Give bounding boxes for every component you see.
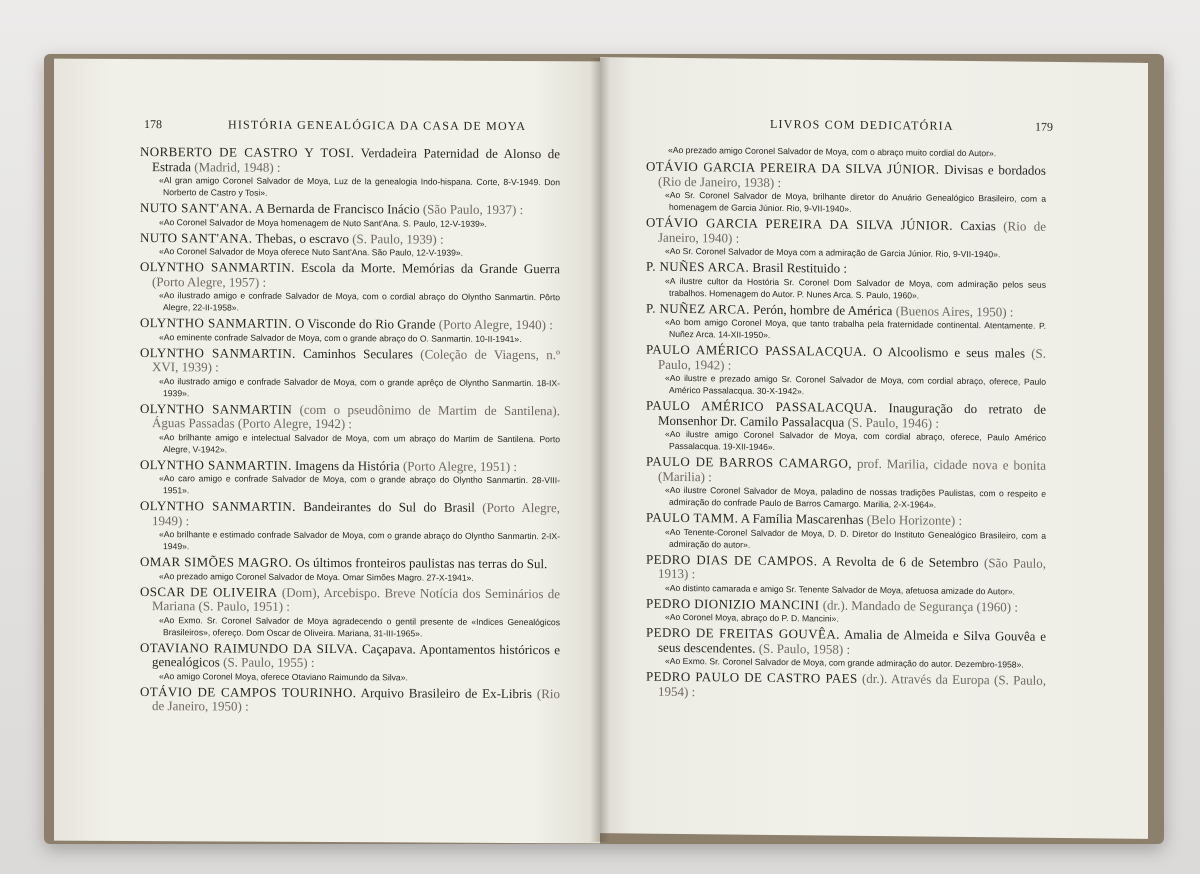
entry-publication: (Rio de Janeiro, 1950) : xyxy=(152,685,560,714)
entry-citation xyxy=(140,585,560,616)
entry-citation xyxy=(646,626,1046,659)
left-page-header xyxy=(144,117,564,134)
entry-publication: (Porto Alegre, 1957) : xyxy=(152,273,267,290)
entry-dedication: «Ao eminente confrade Salvador de Moya, com o grande abraço do O. Sanmartin. 10-II-1941». xyxy=(159,331,522,344)
entry-title: O Alcoolismo e seus males xyxy=(872,343,1026,361)
book-gutter xyxy=(590,58,610,842)
bibliography-entry xyxy=(646,301,1046,344)
entry-title: Caçapava. Apontamentos históricos e genealógicos xyxy=(152,640,561,670)
entry-title: Divisas e bordados xyxy=(944,161,1046,178)
entry-dedication: «Ao Exmo. Sr. Coronel Salvador de Moya agradecendo o gentil presente de «Indices Genealógicos Brasileiros», ofereço. Dom Oscar de Oliveira. Mariana, 31-III-1965». xyxy=(159,614,560,638)
entry-dedication: «Ao Exmo. Sr. Coronel Salvador de Moya, com grande admiração do autor. Dezembro-1958». xyxy=(665,655,1024,670)
entry-author: OTÁVIO GARCIA PEREIRA DA SILVA JÚNIOR. xyxy=(646,214,953,233)
entry-author: OTAVIANO RAIMUNDO DA SILVA. xyxy=(140,639,358,656)
entry-publication: (S. Paulo, 1942) : xyxy=(658,345,1047,373)
entry-citation xyxy=(140,201,560,218)
entry-dedication: «Ao Coronel Salvador de Moya homenagem de Nuto Sant'Ana. S. Paulo, 12-V-1939». xyxy=(159,216,487,229)
entry-author: OTÁVIO GARCIA PEREIRA DA SILVA JÚNIOR. xyxy=(646,158,940,177)
entry-citation xyxy=(140,499,560,530)
bibliography-entry xyxy=(140,260,560,315)
entry-publication: (Porto Alegre, 1949) : xyxy=(152,499,561,528)
entry-author: P. NUÑES ARCA. xyxy=(646,258,750,275)
entry-publication: (Coleção de Viagens, n.º XVI, 1939) : xyxy=(152,345,560,375)
entry-author: OLYNTHO SANMARTIN. xyxy=(140,456,292,473)
entry-author: NORBERTO DE CASTRO Y TOSI. xyxy=(140,144,355,161)
bibliography-entry xyxy=(140,555,560,584)
entry-title: Imagens da História xyxy=(294,457,400,473)
entry-author: PEDRO DIONIZIO MANCINI xyxy=(646,595,820,612)
entry-title: Perón, hombre de América xyxy=(753,301,893,318)
entry-title: Escola da Morte. Memórias da Grande Guerra xyxy=(301,259,560,277)
entry-citation xyxy=(140,260,560,291)
entry-dedication: «Ao prezado amigo Coronel Salvador de Moya. Omar Simões Magro. 27-X-1941». xyxy=(159,570,474,583)
entry-title: Brasil Restituido : xyxy=(752,259,848,276)
entry-author: PAULO AMÉRICO PASSALACQUA. xyxy=(646,397,878,416)
bibliography-entry xyxy=(646,670,1046,703)
bibliography-entry xyxy=(140,499,560,554)
entry-citation xyxy=(646,455,1046,488)
entry-dedication: «Ao distinto camarada e amigo Sr. Tenente Salvador de Moya, afetuosa amizade do Autor». xyxy=(665,582,1016,596)
entry-citation xyxy=(646,160,1046,193)
entry-dedication: «Ao caro amigo e confrade Salvador de Moya, com o grande abraço do Olyntho Sanmartin. 28-VIII-1951». xyxy=(159,473,560,496)
bibliography-entry xyxy=(140,402,560,457)
entry-dedication: «A ilustre cultor da Hostória Sr. Coronel Dom Salvador de Moya, com admiração pelos seus trabalhos. Homenagem do Autor. P. Nunes Arca. S. Paulo, 1960». xyxy=(665,275,1046,300)
entry-publication: prof. Marilia, cidade nova e bonita (Marilia) : xyxy=(658,455,1047,484)
entry-dedication: «Ao brilhante e estimado confrade Salvador de Moya, com o grande abraço do Olyntho Sanmartin. 2-IX-1949». xyxy=(159,529,560,552)
right-page xyxy=(600,57,1148,839)
entry-publication: (Porto Alegre, 1940) : xyxy=(438,316,553,333)
entry-dedication: «Ao ilustrado amigo e confrade Salvador de Moya, com o cordial abraço do Olyntho Sanmartin. Pôrto Alegre, 22-II-1958». xyxy=(159,290,560,313)
bibliography-entry xyxy=(140,145,560,200)
bibliography-entry xyxy=(646,160,1046,217)
right-entry-list xyxy=(646,144,1046,706)
entry-publication: (S. Paulo, 1958) : xyxy=(758,640,851,657)
bibliography-entry xyxy=(646,343,1046,400)
bibliography-entry xyxy=(646,399,1046,456)
entry-publication: (dr.). Através da Europa (S. Paulo, 1954) : xyxy=(658,670,1047,699)
entry-citation xyxy=(140,316,560,333)
entry-author: PAULO DE BARROS CAMARGO, xyxy=(646,453,852,471)
entry-publication: (São Paulo, 1937) : xyxy=(422,201,524,218)
entry-title: Verdadeira Paternidad de Alonso de Estrada xyxy=(152,145,561,174)
entry-dedication: «Ao Coronel Salvador de Moya oferece Nuto Sant'Ana. São Paulo, 12-V-1939». xyxy=(159,246,464,258)
bibliography-entry xyxy=(140,201,560,230)
left-page xyxy=(54,59,600,844)
bibliography-entry xyxy=(646,596,1046,627)
entry-title: A Família Mascarenhas xyxy=(740,510,864,527)
entry-publication: (Dom), Arcebispo. Breve Notícia dos Seminários de Mariana (S. Paulo, 1951) : xyxy=(152,584,561,614)
entry-author: OLYNTHO SANMARTIN. xyxy=(140,344,296,361)
entry-title: Caxias xyxy=(960,217,996,234)
bibliography-entry xyxy=(140,641,560,684)
continuation-dedication: «Ao prezado amigo Coronel Salvador de Moya, com o abraço muito cordial do Autor». xyxy=(668,144,997,159)
entry-title: Thebas, o escravo xyxy=(255,230,349,246)
bibliography-entry xyxy=(646,216,1046,261)
entry-title: Caminhos Seculares xyxy=(303,345,413,361)
entry-dedication: «Ao brilhante amigo e intelectual Salvador de Moya, com um abraço do Martim de Santilena. Porto Alegre, V-1942». xyxy=(159,431,560,454)
entry-publication: (Porto Alegre, 1951) : xyxy=(402,457,518,474)
left-running-title: HISTÓRIA GENEALÓGICA DA CASA DE MOYA xyxy=(228,117,527,134)
entry-citation xyxy=(140,685,560,716)
entry-author: OLYNTHO SANMARTIN. xyxy=(140,315,292,331)
bibliography-entry xyxy=(140,458,560,499)
entry-publication: (Rio de Janeiro, 1938) : xyxy=(658,173,782,190)
left-page-number: 178 xyxy=(144,117,162,132)
entry-author: PEDRO DIAS DE CAMPOS. xyxy=(646,551,818,568)
entry-publication: (S. Paulo, 1939) : xyxy=(352,230,444,247)
entry-author: PEDRO PAULO DE CASTRO PAES xyxy=(646,668,858,686)
entry-citation xyxy=(140,346,560,377)
entry-title: A Revolta de 6 de Setembro xyxy=(822,552,979,570)
entry-dedication: «Ao Sr. Coronel Salvador de Moya com a admiração de Garcia Júnior. Rio, 9-VII-1940». xyxy=(665,245,1001,260)
entry-dedication: «Ao Tenente-Coronel Salvador de Moya, D. D. Diretor do Instituto Genealógico Brasileiro, com a admiração do autor». xyxy=(665,526,1046,550)
right-running-title: LIVROS COM DEDICATÓRIA xyxy=(770,116,954,133)
entry-title: Os últimos fronteiros paulistas nas terras do Sul. xyxy=(295,554,548,572)
bibliography-entry xyxy=(140,316,560,345)
entry-dedication: «Ao bom amigo Coronel Moya, que tanto trabalha pela fraternidade continental. Atentamente. P. Nuñez Arca. 14-XII-1950». xyxy=(665,316,1046,340)
entry-citation xyxy=(646,216,1046,249)
entry-publication: (dr.). Mandado de Segurança (1960) : xyxy=(822,596,1019,615)
entry-dedication: «Ao ilustre Coronel Salvador de Moya, paladino de nossas tradições Paulistas, com o respeito e admiração do confrade Paulo de Barros Camargo. Marilia, 2-X-1964». xyxy=(665,484,1046,510)
entry-citation xyxy=(140,641,560,672)
entry-citation xyxy=(140,555,560,572)
entry-author: NUTO SANT'ANA. xyxy=(140,229,253,246)
entry-publication: (S. Paulo, 1946) : xyxy=(847,414,939,431)
entry-title: Arquivo Brasileiro de Ex-Libris xyxy=(360,684,532,701)
entry-dedication: «Al gran amigo Coronel Salvador de Moya, Luz de la genealogia Indo-hispana. Corte, 8-V-1949. Don Norberto de Castro y Tosi». xyxy=(159,175,560,198)
entry-author: PAULO TAMM. xyxy=(646,509,739,526)
entry-citation xyxy=(140,145,560,176)
bibliography-entry xyxy=(646,511,1046,554)
entry-author: OLYNTHO SANMARTIN xyxy=(140,400,293,417)
bibliography-entry xyxy=(646,626,1046,671)
entry-author: OMAR SIMÕES MAGRO. xyxy=(140,554,293,570)
entry-citation xyxy=(646,399,1046,432)
entry-author: PEDRO DE FREITAS GOUVÊA. xyxy=(646,624,840,642)
entry-author: NUTO SANT'ANA. xyxy=(140,200,253,216)
entry-publication: (São Paulo, 1913) : xyxy=(658,554,1047,582)
entry-dedication: «Ao Coronel Moya, abraço do P. D. Mancini». xyxy=(665,611,839,624)
bibliography-entry xyxy=(140,346,560,401)
entry-publication: (Rio de Janeiro, 1940) : xyxy=(658,218,1047,246)
bibliography-entry xyxy=(646,455,1046,512)
bibliography-entry xyxy=(140,231,560,260)
entry-dedication: «Ao ilustre amigo Coronel Salvador de Moya, com cordial abraço, oferece, Paulo Américo Passalacqua. 19-XII-1946». xyxy=(665,428,1046,452)
bibliography-entry xyxy=(140,685,560,716)
right-page-header xyxy=(770,116,1053,134)
entry-dedication: «Ao ilustre e prezado amigo Sr. Coronel Salvador de Moya, com cordial abraço, oferece, Paulo Américo Passalacqua. 30-X-1942». xyxy=(665,372,1046,397)
entry-author: PAULO AMÉRICO PASSALACQUA. xyxy=(646,341,867,359)
entry-citation xyxy=(646,670,1046,703)
entry-title: A Bernarda de Francisco Inácio xyxy=(254,200,420,217)
entry-title: Inauguração do retrato de Monsenhor Dr. Camilo Passalacqua xyxy=(658,400,1047,430)
right-page-number: 179 xyxy=(1035,119,1053,134)
entry-dedication: «Ao Sr. Coronel Salvador de Moya, brilhante diretor do Anuário Genealógico Brasileiro, com a homenagem de Garcia Júnior. Rio, 9-VII-1940». xyxy=(665,189,1046,214)
entry-author: OLYNTHO SANMARTIN. xyxy=(140,498,296,514)
entry-title: Bandeirantes do Sul do Brasil xyxy=(303,498,475,515)
entry-publication: (S. Paulo, 1955) : xyxy=(223,654,315,670)
entry-author: P. NUÑEZ ARCA. xyxy=(646,300,750,317)
bibliography-entry xyxy=(646,260,1046,303)
entry-author: OTÁVIO DE CAMPOS TOURINHO. xyxy=(140,683,357,700)
entry-citation xyxy=(646,343,1046,376)
entry-title: Amalia de Almeida e Silva Gouvêa e seus descendentes. xyxy=(658,626,1046,656)
entry-author: OSCAR DE OLIVEIRA xyxy=(140,583,278,600)
entry-publication: (Buenos Aires, 1950) : xyxy=(895,302,1014,319)
left-entry-list xyxy=(140,145,560,719)
entry-citation xyxy=(646,552,1046,585)
entry-author: OLYNTHO SANMARTIN. xyxy=(140,259,295,275)
bibliography-entry xyxy=(646,552,1046,597)
bibliography-entry xyxy=(140,585,560,640)
entry-dedication: «Ao amigo Coronel Moya, oferece Otaviano Raimundo da Silva». xyxy=(159,670,408,682)
entry-dedication: «Ao ilustrado amigo e confrade Salvador de Moya, com o grande aprêço de Olyntho Sanmartin. 18-IX-1939». xyxy=(159,375,560,398)
continuation-entry xyxy=(646,144,1046,160)
entry-publication: (Madrid, 1948) : xyxy=(194,158,281,175)
entry-citation xyxy=(140,402,560,433)
entry-publication: (Belo Horizonte) : xyxy=(866,511,963,528)
entry-title: O Visconde do Rio Grande xyxy=(294,315,436,332)
entry-publication: (com o pseudônimo de Martim de Santilena). Águas Passadas (Porto Alegre, 1942) : xyxy=(152,401,560,432)
